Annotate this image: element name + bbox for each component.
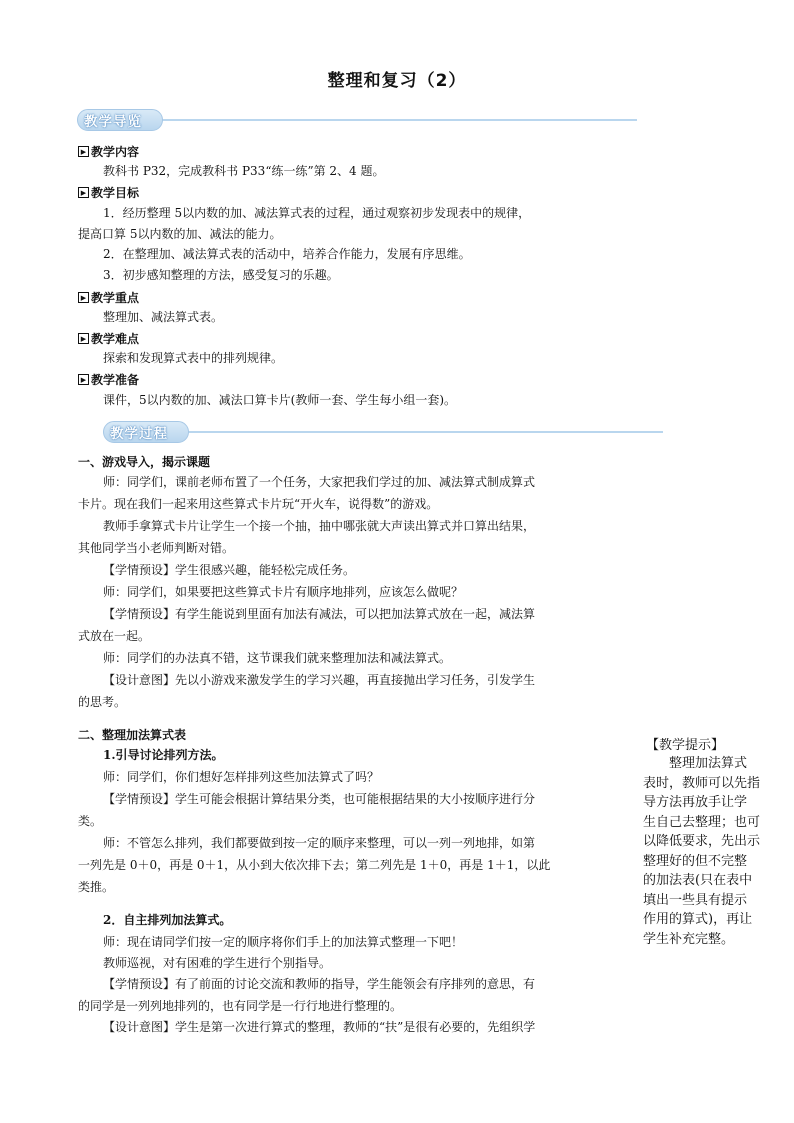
triangle-marker-icon: ▶ — [78, 187, 89, 198]
section2-sub2: 2．自主排列加法算式。 — [103, 913, 232, 927]
paragraph-line: 【学情预设】有学生能说到里面有加法有减法，可以把加法算式放在一起，减法算 — [103, 607, 536, 621]
paragraph-line: 的思考。 — [78, 695, 127, 709]
process-banner-pill — [103, 421, 189, 443]
sidebar-line: 作用的算式)，再让 — [643, 912, 753, 927]
goal-line: 2．在整理加、减法算式表的活动中，培养合作能力，发展有序思维。 — [103, 247, 471, 261]
paragraph-line: 教师手拿算式卡片让学生一个接一个抽，抽中哪张就大声读出算式并口算出结果， — [103, 519, 536, 533]
paragraph-line: 类推。 — [78, 880, 115, 894]
paragraph-line: 一列先是 0＋0，再是 0＋1，从小到大依次排下去；第二列先是 1＋0，再是 1＋1，以此 — [78, 858, 551, 872]
paragraph-line: 师：同学们，课前老师布置了一个任务，大家把我们学过的加、减法算式制成算式 — [103, 475, 536, 489]
paragraph-line: 师：同学们，你们想好怎样排列这些加法算式了吗？ — [103, 770, 380, 784]
triangle-marker-icon: ▶ — [78, 374, 89, 385]
sidebar-line: 的加法表(只在表中 — [643, 873, 753, 888]
section2-heading: 二、整理加法算式表 — [78, 728, 187, 742]
paragraph-line: 师：同学们的办法真不错，这节课我们就来整理加法和减法算式。 — [103, 651, 452, 665]
key-head-label: 教学重点 — [91, 291, 140, 305]
prep-text: 课件，5以内数的加、减法口算卡片(教师一套、学生每小组一套)。 — [103, 393, 457, 407]
sidebar-line: 整理好的但不完整 — [643, 853, 748, 869]
sidebar-line: 以降低要求，先出示 — [643, 834, 761, 849]
difficulty-text: 探索和发现算式表中的排列规律。 — [103, 351, 284, 365]
sidebar-tip — [643, 754, 771, 949]
overview-banner-label: 教学导览 — [84, 114, 142, 130]
paragraph-line: 师：现在请同学们按一定的顺序将你们手上的加法算式整理一下吧！ — [103, 935, 464, 949]
banner-rule — [187, 431, 663, 433]
paragraph-line: 教师巡视，对有困难的学生进行个别指导。 — [103, 956, 332, 970]
prep-head-label: 教学准备 — [91, 373, 140, 387]
triangle-marker-icon: ▶ — [78, 292, 89, 303]
process-banner-label: 教学过程 — [110, 426, 168, 442]
overview-banner — [77, 109, 637, 131]
process-banner — [103, 421, 663, 443]
paragraph-line: 其他同学当小老师判断对错。 — [78, 541, 235, 555]
paragraph-line: 【设计意图】先以小游戏来激发学生的学习兴趣，再直接抛出学习任务，引发学生 — [103, 673, 536, 687]
sidebar-line: 填出一些具有提示 — [643, 892, 748, 908]
sidebar-line: 生自己去整理；也可 — [643, 814, 761, 830]
goal-line: 1．经历整理 5以内数的加、减法算式表的过程，通过观察初步发现表中的规律， — [103, 206, 531, 220]
overview-banner-pill — [77, 109, 163, 131]
difficulty-head — [78, 330, 139, 347]
paragraph-line: 【学情预设】学生可能会根据计算结果分类，也可能根据结果的大小按顺序进行分 — [103, 792, 536, 806]
paragraph-line: 【学情预设】学生很感兴趣，能轻松完成任务。 — [103, 563, 356, 577]
paragraph-line: 【设计意图】学生是第一次进行算式的整理，教师的“扶”是很有必要的，先组织学 — [103, 1020, 536, 1034]
goal-line: 3．初步感知整理的方法，感受复习的乐趣。 — [103, 268, 339, 282]
goals-head-label: 教学目标 — [91, 186, 140, 200]
page-title: 整理和复习（2） — [327, 71, 467, 91]
paragraph-line: 式放在一起。 — [78, 629, 151, 643]
paragraph-line: 师：不管怎么排列，我们都要做到按一定的顺序来整理，可以一列一列地排，如第 — [103, 836, 536, 850]
content-head-label: 教学内容 — [91, 145, 140, 159]
banner-rule — [161, 119, 637, 121]
section2-sub1: 1.引导讨论排列方法。 — [103, 748, 224, 762]
prep-head — [78, 371, 139, 388]
sidebar-line: 表时，教师可以先指 — [643, 775, 761, 791]
paragraph-line: 【学情预设】有了前面的讨论交流和教师的指导，学生能领会有序排列的意思，有 — [103, 977, 536, 991]
key-head — [78, 289, 139, 306]
content-head — [78, 143, 139, 160]
paragraph-line: 的同学是一列列地排列的，也有同学是一行行地进行整理的。 — [78, 999, 403, 1013]
sidebar-line: 学生补充完整。 — [643, 931, 735, 947]
goal-line: 提高口算 5以内数的加、减法的能力。 — [78, 227, 282, 241]
triangle-marker-icon: ▶ — [78, 146, 89, 157]
paragraph-line: 师：同学们，如果要把这些算式卡片有顺序地排列，应该怎么做呢？ — [103, 585, 464, 599]
sidebar-title: 【教学提示】 — [646, 738, 725, 753]
section1-heading: 一、游戏导入，揭示课题 — [78, 455, 211, 469]
triangle-marker-icon: ▶ — [78, 333, 89, 344]
paragraph-line: 类。 — [78, 814, 103, 828]
paragraph-line: 卡片。现在我们一起来用这些算式卡片玩“开火车，说得数”的游戏。 — [78, 497, 439, 511]
goals-head — [78, 184, 139, 201]
sidebar-line: 导方法再放手让学 — [643, 795, 748, 810]
key-text: 整理加、减法算式表。 — [103, 310, 224, 324]
sidebar-line: 整理加法算式 — [643, 756, 748, 771]
content-text: 教科书 P32，完成教科书 P33“练一练”第 2、4 题。 — [103, 164, 385, 178]
difficulty-head-label: 教学难点 — [91, 332, 140, 346]
